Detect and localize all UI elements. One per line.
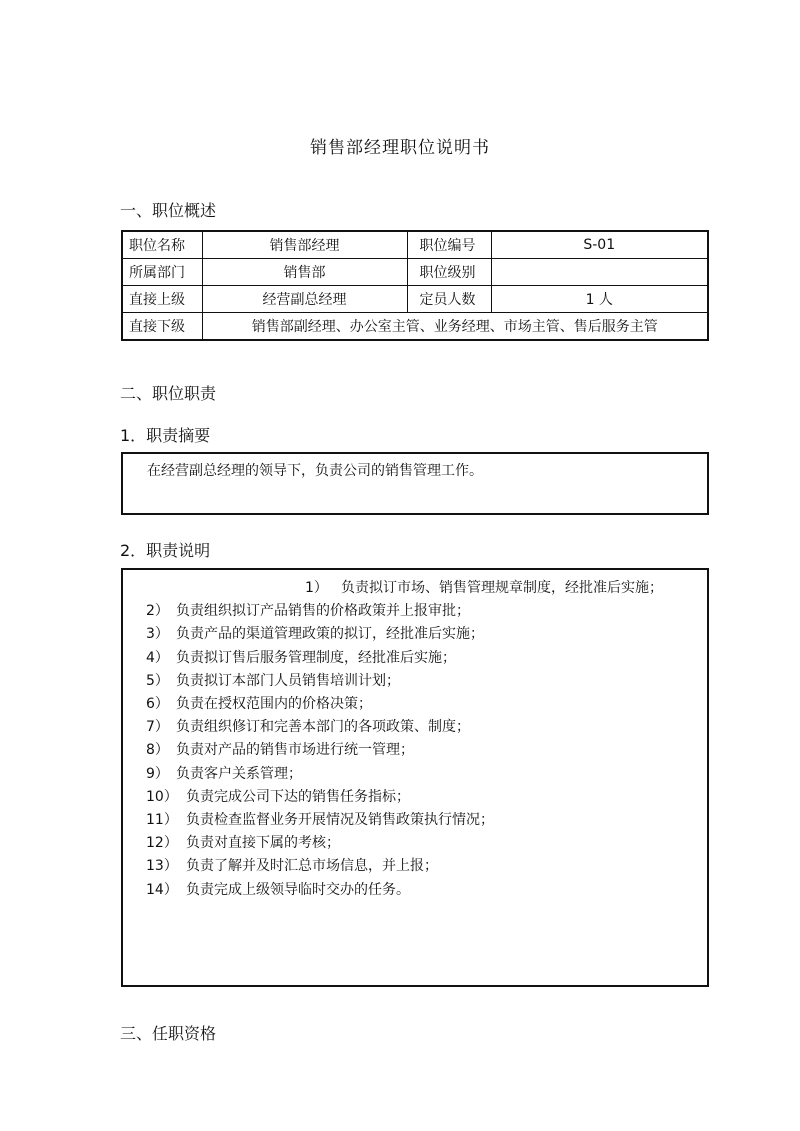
duty-text: 负责完成公司下达的销售任务指标； [186, 788, 410, 805]
table-label: 直接上级 [122, 286, 202, 313]
duty-text: 负责客户关系管理； [176, 765, 302, 782]
table-label: 定员人数 [407, 286, 491, 313]
table-value: 1 人 [491, 286, 708, 313]
document-title: 销售部经理职位说明书 [310, 138, 490, 158]
duty-number: 8） [146, 742, 169, 759]
duty-text: 负责在授权范围内的价格决策； [176, 696, 372, 712]
duty-number: 6） [146, 696, 169, 712]
duty-list-box [121, 568, 709, 987]
duty-text: 负责拟订本部门人员销售培训计划； [176, 672, 400, 689]
duty-item [146, 763, 302, 783]
duty-number: 7） [146, 719, 169, 736]
section-heading-duties: 二、职位职责 [120, 384, 217, 403]
duty-number: 3） [146, 626, 169, 643]
table-label: 职位编号 [407, 231, 491, 259]
duty-item [146, 879, 410, 899]
duty-text: 负责组织拟订产品销售的价格政策并上报审批； [176, 603, 470, 620]
duty-item [146, 600, 470, 620]
duty-number: 5） [146, 672, 169, 689]
duty-number: 13） [146, 858, 178, 875]
table-row [122, 286, 708, 313]
table-label: 直接下级 [122, 313, 202, 341]
duty-text: 负责组织修订和完善本部门的各项政策、制度； [176, 719, 470, 736]
duty-text: 负责拟订市场、销售管理规章制度，经批准后实施； [341, 580, 663, 596]
duty-number: 1） [305, 580, 328, 596]
table-label: 所属部门 [122, 259, 202, 286]
duty-text: 负责对产品的销售市场进行统一管理； [176, 742, 414, 759]
duty-item [146, 809, 494, 829]
duty-item [146, 623, 484, 643]
duty-item [146, 855, 438, 875]
duty-item [146, 786, 410, 806]
table-value [491, 259, 708, 286]
duty-text: 负责拟订售后服务管理制度，经批准后实施； [176, 649, 456, 666]
table-value: 销售部 [202, 259, 407, 286]
duty-number: 10） [146, 788, 178, 805]
summary-text: 在经营副总经理的领导下，负责公司的销售管理工作。 [147, 463, 483, 479]
section-heading-qualifications: 三、任职资格 [120, 1024, 217, 1043]
subsection-heading-summary: 1．职责摘要 [120, 426, 211, 445]
summary-box [121, 452, 709, 515]
table-label: 职位名称 [122, 231, 202, 259]
duty-item [146, 716, 470, 736]
table-row [122, 259, 708, 286]
duty-item [146, 739, 414, 759]
table-row [122, 313, 708, 341]
table-row [122, 231, 708, 259]
duty-number: 2） [146, 603, 169, 620]
duty-text: 负责完成上级领导临时交办的任务。 [186, 881, 410, 898]
duty-text: 负责对直接下属的考核； [186, 835, 340, 852]
duty-number: 14） [146, 881, 178, 898]
duty-text: 负责产品的渠道管理政策的拟订，经批准后实施； [176, 626, 484, 643]
section-heading-overview: 一、职位概述 [120, 201, 217, 220]
duty-number: 9） [146, 765, 169, 782]
duty-item [305, 577, 663, 597]
duty-item [146, 832, 340, 852]
table-value: 经营副总经理 [202, 286, 407, 313]
table-value: 销售部副经理、办公室主管、业务经理、市场主管、售后服务主管 [202, 313, 708, 341]
table-value: S-01 [491, 231, 708, 259]
duty-text: 负责检查监督业务开展情况及销售政策执行情况； [186, 812, 494, 828]
duty-number: 12） [146, 835, 178, 852]
duty-text: 负责了解并及时汇总市场信息，并上报； [186, 858, 438, 875]
duty-item [146, 647, 456, 667]
position-info-table [121, 230, 709, 341]
subsection-heading-duty-list: 2．职责说明 [120, 541, 211, 560]
table-value: 销售部经理 [202, 231, 407, 259]
table-label: 职位级别 [407, 259, 491, 286]
duty-item [146, 693, 372, 713]
duty-number: 11） [146, 812, 178, 828]
duty-item [146, 670, 400, 690]
duty-number: 4） [146, 649, 169, 666]
